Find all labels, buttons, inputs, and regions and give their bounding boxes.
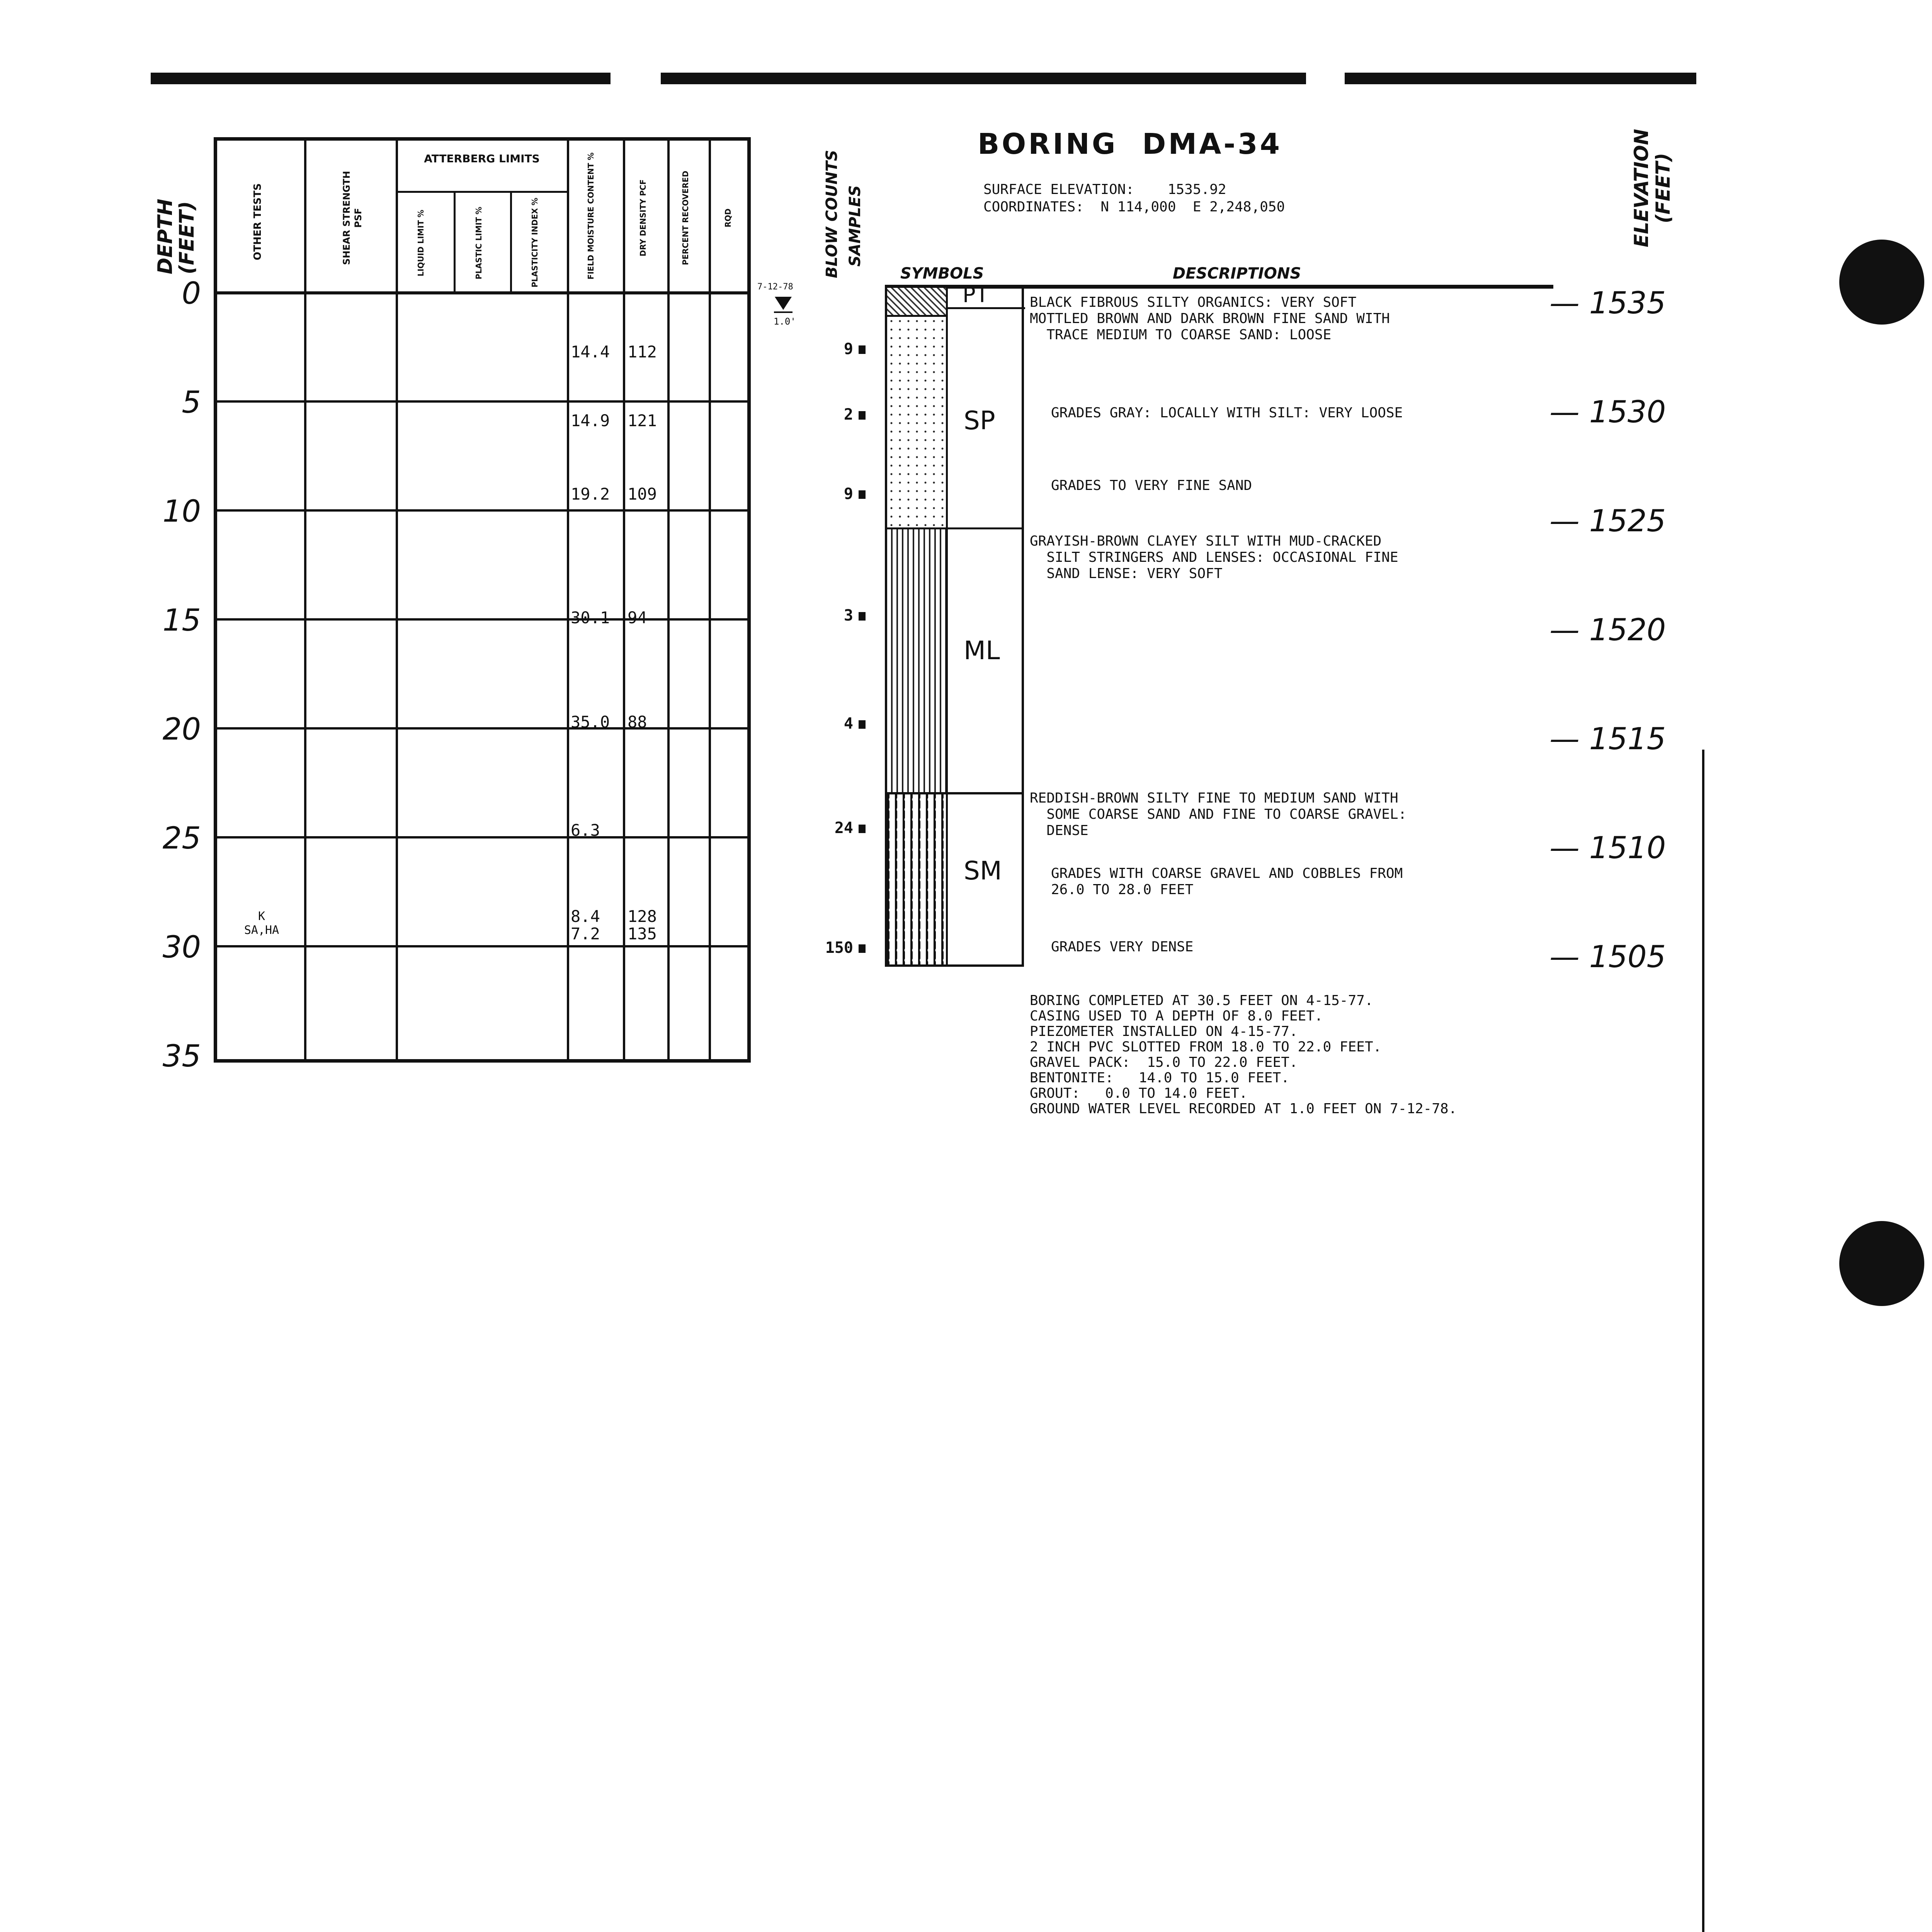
- col-divider: [709, 141, 711, 1060]
- lab-data-table: [214, 137, 751, 1063]
- depth-tick: 5: [182, 385, 201, 420]
- density-value: 121: [628, 411, 657, 430]
- moisture-value: 8.4: [571, 907, 600, 926]
- description-ml: GRAYISH-BROWN CLAYEY SILT WITH MUD-CRACKED SILT STRINGERS AND LENSES: OCCASIONAL FINE SAND LENSE: VERY SOFT: [1030, 533, 1398, 582]
- plastic-limit-header: PLASTIC LIMIT %: [474, 206, 483, 280]
- field-moisture-header: FIELD MOISTURE CONTENT %: [586, 152, 595, 280]
- moisture-value: 35.0: [571, 713, 610, 731]
- elevation-tick: — 1515: [1549, 722, 1666, 757]
- coordinates: COORDINATES: N 114,000 E 2,248,050: [983, 199, 1285, 215]
- elevation-axis-label: ELEVATION (FEET): [1630, 129, 1674, 247]
- symbol-sp: SP: [964, 406, 995, 435]
- depth-tick: 35: [162, 1039, 201, 1074]
- elevation-tick: — 1510: [1549, 831, 1666, 866]
- density-value: 112: [628, 342, 657, 361]
- col-divider: [454, 191, 456, 291]
- water-level-line: [774, 311, 793, 313]
- elevation-tick: — 1505: [1549, 940, 1666, 975]
- samples-label: SAMPLES: [846, 185, 864, 267]
- symbols-label: SYMBOLS: [900, 265, 984, 282]
- moisture-value: 19.2: [571, 485, 610, 503]
- other-tests-value: K SA,HA: [244, 910, 279, 937]
- moisture-value: 6.3: [571, 821, 600, 840]
- depth-gridline: [217, 400, 750, 403]
- boring-notes: BORING COMPLETED AT 30.5 FEET ON 4-15-77. CASING USED TO A DEPTH OF 8.0 FEET. PIEZOMETER INSTALLED ON 4-15-77. 2 INCH PVC SLOTTED FROM 18.0 TO 22.0 FEET. GRAVEL PACK: 15.0 TO 22.0 FEET. BENTONITE: 14.0 TO 15.0 FEET. GROUT: 0.0 TO 14.0 FEET. GROUND WATER LEVEL RECORDED AT 1.0 FEET ON 7-12-78.: [1030, 993, 1457, 1117]
- sample-icon: [859, 490, 866, 499]
- density-value: 88: [628, 713, 647, 731]
- elevation-tick: — 1525: [1549, 504, 1666, 539]
- top-rule: [151, 73, 1696, 84]
- description-sm-cobbles: GRADES WITH COARSE GRAVEL AND COBBLES FROM 26.0 TO 28.0 FEET: [1051, 866, 1403, 898]
- depth-axis-label: DEPTH (FEET): [154, 199, 199, 274]
- soil-pattern-sp: [887, 317, 946, 527]
- depth-gridline: [217, 945, 750, 947]
- liquid-limit-header: LIQUID LIMIT %: [416, 209, 425, 277]
- symbol-pt: PT: [963, 282, 989, 308]
- description-sm-dense: GRADES VERY DENSE: [1051, 939, 1194, 955]
- moisture-value: 14.9: [571, 411, 610, 430]
- description-sp-gray: GRADES GRAY: LOCALLY WITH SILT: VERY LOOSE: [1051, 405, 1403, 421]
- depth-gridline: [217, 836, 750, 838]
- depth-tick: 25: [162, 821, 201, 856]
- soil-pattern-ml: [887, 529, 946, 792]
- dry-density-header: DRY DENSITY PCF: [638, 179, 648, 257]
- col-divider: [304, 141, 306, 1060]
- top-rule-notch: [1306, 68, 1345, 91]
- water-level-icon: [775, 297, 792, 310]
- shear-strength-header: SHEAR STRENGTH PSF: [341, 171, 364, 265]
- surface-elevation: SURFACE ELEVATION: 1535.92: [983, 182, 1226, 197]
- moisture-value: 14.4: [571, 342, 610, 361]
- moisture-value: 7.2: [571, 924, 600, 943]
- rqd-header: RQD: [723, 208, 733, 228]
- elevation-tick: — 1520: [1549, 613, 1666, 648]
- other-tests-header: OTHER TESTS: [252, 183, 264, 260]
- boring-title: BORING DMA-34: [978, 128, 1282, 161]
- water-level-depth: 1.0': [774, 316, 796, 327]
- depth-tick: 10: [162, 494, 201, 529]
- blow-count: 150: [804, 939, 866, 957]
- col-divider: [396, 191, 567, 193]
- sample-icon: [859, 720, 866, 729]
- blow-count: 9: [804, 340, 866, 358]
- boring-log-column: [885, 282, 1024, 967]
- blow-count: 3: [804, 607, 866, 624]
- plasticity-index-header: PLASTICITY INDEX %: [530, 197, 539, 287]
- density-value: 94: [628, 608, 647, 627]
- punch-hole: [1839, 240, 1924, 325]
- symbol-sm: SM: [964, 856, 1002, 886]
- sample-icon: [859, 345, 866, 354]
- depth-tick: 30: [162, 930, 201, 965]
- soil-column-edge: [946, 288, 948, 964]
- blow-count: 2: [804, 406, 866, 423]
- sample-icon: [859, 612, 866, 621]
- elevation-tick: — 1535: [1549, 286, 1666, 321]
- col-divider: [396, 141, 398, 1060]
- density-value: 128: [628, 907, 657, 926]
- blow-count: 9: [804, 485, 866, 503]
- punch-hole: [1839, 1221, 1924, 1306]
- depth-gridline: [217, 618, 750, 621]
- percent-recovered-header: PERCENT RECOVERED: [681, 170, 690, 265]
- density-value: 109: [628, 485, 657, 503]
- depth-tick: 0: [182, 276, 201, 311]
- descriptions-label: DESCRIPTIONS: [1173, 265, 1301, 282]
- header-rule: [217, 291, 750, 294]
- elevation-tick: — 1530: [1549, 395, 1666, 430]
- depth-tick: 20: [162, 712, 201, 747]
- soil-pattern-sm: [887, 794, 946, 964]
- top-rule-notch: [611, 68, 661, 91]
- soil-pattern-pt: [887, 288, 946, 315]
- col-divider: [510, 191, 512, 291]
- col-divider: [667, 141, 670, 1060]
- sample-icon: [859, 944, 866, 953]
- description-sp-fine: GRADES TO VERY FINE SAND: [1051, 478, 1252, 493]
- density-value: 135: [628, 924, 657, 943]
- blow-counts-label: BLOW COUNTS: [823, 150, 841, 278]
- atterberg-header: ATTERBERG LIMITS: [424, 152, 540, 165]
- description-sm: REDDISH-BROWN SILTY FINE TO MEDIUM SAND WITH SOME COARSE SAND AND FINE TO COARSE GRAVEL: DENSE: [1030, 790, 1407, 838]
- depth-gridline: [217, 509, 750, 512]
- symbol-ml: ML: [964, 636, 1000, 665]
- col-divider: [623, 141, 625, 1060]
- sample-icon: [859, 825, 866, 833]
- sample-icon: [859, 411, 866, 420]
- water-level-date: 7-12-78: [757, 282, 793, 292]
- right-border: [1702, 750, 1704, 1932]
- moisture-value: 30.1: [571, 608, 610, 627]
- depth-tick: 15: [162, 603, 201, 638]
- blow-count: 24: [804, 819, 866, 837]
- col-divider: [567, 141, 569, 1060]
- blow-count: 4: [804, 715, 866, 733]
- depth-gridline: [217, 727, 750, 730]
- description-pt-sp: BLACK FIBROUS SILTY ORGANICS: VERY SOFT MOTTLED BROWN AND DARK BROWN FINE SAND WITH TRACE MEDIUM TO COARSE SAND: LOOSE: [1030, 294, 1390, 343]
